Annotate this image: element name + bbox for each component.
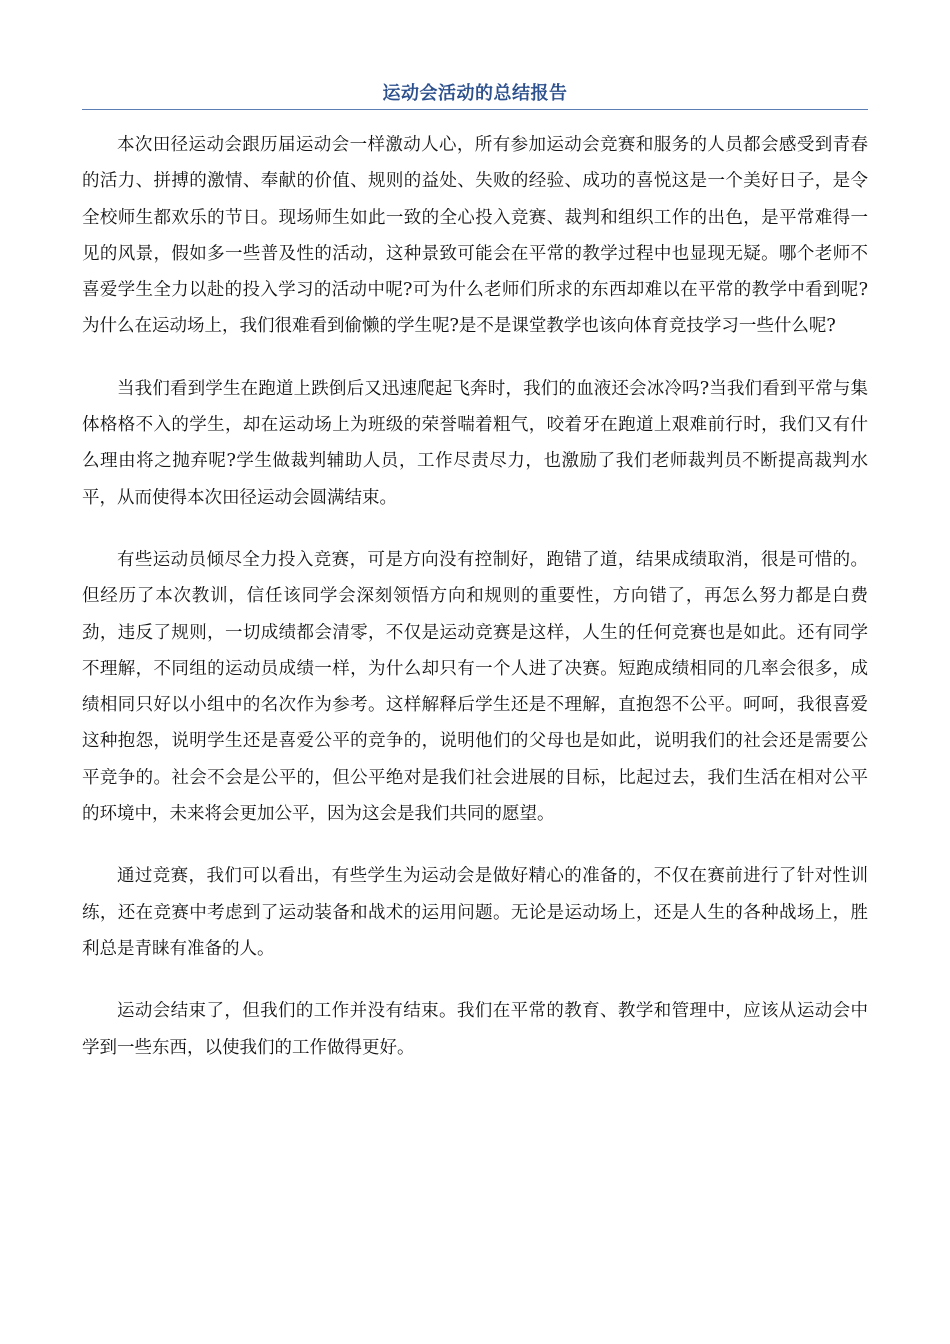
paragraph-5: 运动会结束了，但我们的工作并没有结束。我们在平常的教育、教学和管理中，应该从运动会中学到一些东西，以使我们的工作做得更好。 (82, 1001, 868, 1058)
document-title: 运动会活动的总结报告 (382, 83, 568, 104)
document-page (82, 0, 868, 1066)
paragraph-3: 有些运动员倾尽全力投入竞赛，可是方向没有控制好，跑错了道，结果成绩取消，很是可惜的。但经历了本次教训，信任该同学会深刻领悟方向和规则的重要性，方向错了，再怎么努力都是白费劲，违反了规则，一切成绩都会清零，不仅是运动竞赛是这样，人生的任何竞赛也是如此。还有同学不理解，不同组的运动员成绩一样，为什么却只有一个人进了决赛。短跑成绩相同的几率会很多，成绩相同只好以小组中的名次作为参考。这样解释后学生还是不理解，直抱怨不公平。呵呵，我很喜爱这种抱怨，说明学生还是喜爱公平的竞争的，说明他们的父母也是如此，说明我们的社会还是需要公平竞争的。社会不会是公平的，但公平绝对是我们社会进展的目标，比起过去，我们生活在相对公平的环境中，未来将会更加公平，因为这会是我们共同的愿望。 (82, 549, 868, 825)
title-divider (82, 109, 868, 110)
paragraph-1: 本次田径运动会跟历届运动会一样激动人心，所有参加运动会竞赛和服务的人员都会感受到青春的活力、拼搏的激情、奉献的价值、规则的益处、失败的经验、成功的喜悦这是一个美好日子，是令全校师生都欢乐的节日。现场师生如此一致的全心投入竞赛、裁判和组织工作的出色，是平常难得一见的风景，假如多一些普及性的活动，这种景致可能会在平常的教学过程中也显现无疑。哪个老师不喜爱学生全力以赴的投入学习的活动中呢?可为什么老师们所求的东西却难以在平常的教学中看到呢?为什么在运动场上，我们很难看到偷懒的学生呢?是不是课堂教学也该向体育竞技学习一些什么呢? (82, 135, 868, 337)
paragraph-2: 当我们看到学生在跑道上跌倒后又迅速爬起飞奔时，我们的血液还会冰冷吗?当我们看到平常与集体格格不入的学生，却在运动场上为班级的荣誉喘着粗气，咬着牙在跑道上艰难前行时，我们又有什么理由将之抛弃呢?学生做裁判辅助人员，工作尽责尽力，也激励了我们老师裁判员不断提高裁判水平，从而使得本次田径运动会圆满结束。 (82, 378, 868, 508)
paragraph-4: 通过竞赛，我们可以看出，有些学生为运动会是做好精心的准备的，不仅在赛前进行了针对性训练，还在竞赛中考虑到了运动装备和战术的运用问题。无论是运动场上，还是人生的各种战场上，胜利总是青睐有准备的人。 (82, 866, 868, 959)
